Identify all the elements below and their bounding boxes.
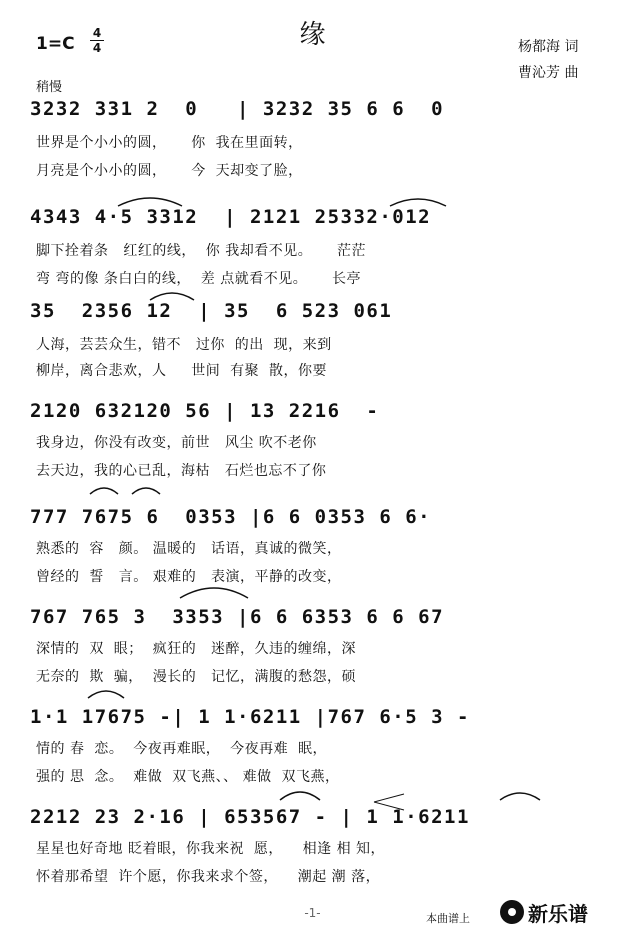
lyric-2-verse-2: 弯 弯的像 条白白的线， 差 点就看不见。 长亭 — [36, 271, 362, 287]
key-signature: 1=C — [36, 34, 75, 54]
lyric-8-verse-2: 怀着那希望 许个愿，你我来求个签， 潮起 潮 落， — [36, 869, 381, 885]
lyricist: 杨都海 词 — [518, 39, 579, 55]
notes-line-3: 35 2356 12 | 35 6 523 061 — [30, 300, 393, 322]
lyric-4-verse-1: 我身边，你没有改变，前世 风尘 吹不老你 — [36, 435, 317, 451]
lyric-6-verse-2: 无奈的 欺 骗， 漫长的 记忆，满腹的愁怨，硕 — [36, 669, 357, 685]
notes-line-4: 2120 632120 56 | 13 2216 - — [30, 400, 380, 422]
slur — [500, 793, 540, 800]
lyric-5-verse-2: 曾经的 誓 言。 艰难的 表演，平静的改变， — [36, 569, 342, 585]
time-sig-bottom: 4 — [90, 40, 104, 55]
lyric-6-verse-1: 深情的 双 眼； 疯狂的 迷醉，久违的缠绵，深 — [36, 641, 357, 657]
time-sig-top: 4 — [92, 26, 102, 40]
page-number: -1- — [304, 906, 321, 920]
notes-line-7: 1·1 17675 -| 1 1·6211 |767 6·5 3 - — [30, 706, 470, 728]
slur — [280, 792, 320, 800]
tempo-marking: 稍慢 — [36, 80, 63, 95]
footer-note: 本曲谱上 — [426, 912, 470, 925]
composer: 曹沁芳 曲 — [518, 65, 579, 81]
lyric-3-verse-1: 人海，芸芸众生，错不 过你 的出 现，来到 — [36, 337, 332, 353]
lyric-3-verse-2: 柳岸，离合悲欢，人 世间 有聚 散，你要 — [36, 363, 328, 379]
song-title: 缘 — [299, 20, 326, 50]
lyric-7-verse-1: 情的 春 恋。 今夜再难眠， 今夜再难 眠， — [36, 741, 328, 757]
slur — [180, 588, 248, 598]
slur — [132, 488, 160, 494]
lyric-8-verse-1: 星星也好奇地 眨着眼，你我来祝 愿， 相逢 相 知， — [36, 841, 386, 857]
slur — [88, 691, 124, 698]
notes-line-5: 777 7675 6 0353 |6 6 0353 6 6· — [30, 506, 432, 528]
notes-line-6: 767 765 3 3353 |6 6 6353 6 6 67 — [30, 606, 445, 628]
lyric-7-verse-2: 强的 思 念。 难做 双飞燕、、 难做 双飞燕， — [36, 769, 340, 785]
notes-line-2: 4343 4·5 3312 | 2121 25332·012 — [30, 206, 432, 228]
crescendo-mark — [374, 794, 404, 810]
lyric-5-verse-1: 熟悉的 容 颜。 温暖的 话语，真诚的微笑， — [36, 541, 342, 557]
slur — [150, 293, 194, 300]
notes-line-8: 2212 23 2·16 | 653567 - | 1 1·6211 — [30, 806, 470, 828]
notes-line-1: 3232 331 2 0 | 3232 35 6 6 0 — [30, 98, 445, 120]
lyric-1-verse-1: 世界是个小小的圆， 你 我在里面转， — [36, 135, 303, 151]
slur — [90, 488, 118, 494]
logo-record-icon — [500, 900, 524, 924]
slur — [118, 198, 182, 206]
slur — [390, 199, 446, 206]
lyric-4-verse-2: 去天边，我的心已乱，海枯 石烂也忘不了你 — [36, 463, 327, 479]
lyric-2-verse-1: 脚下拴着条 红红的线， 你 我却看不见。 茫茫 — [36, 243, 366, 259]
site-logo[interactable]: 新乐谱 — [528, 902, 588, 926]
lyric-1-verse-2: 月亮是个小小的圆， 今 天却变了脸， — [36, 163, 303, 179]
